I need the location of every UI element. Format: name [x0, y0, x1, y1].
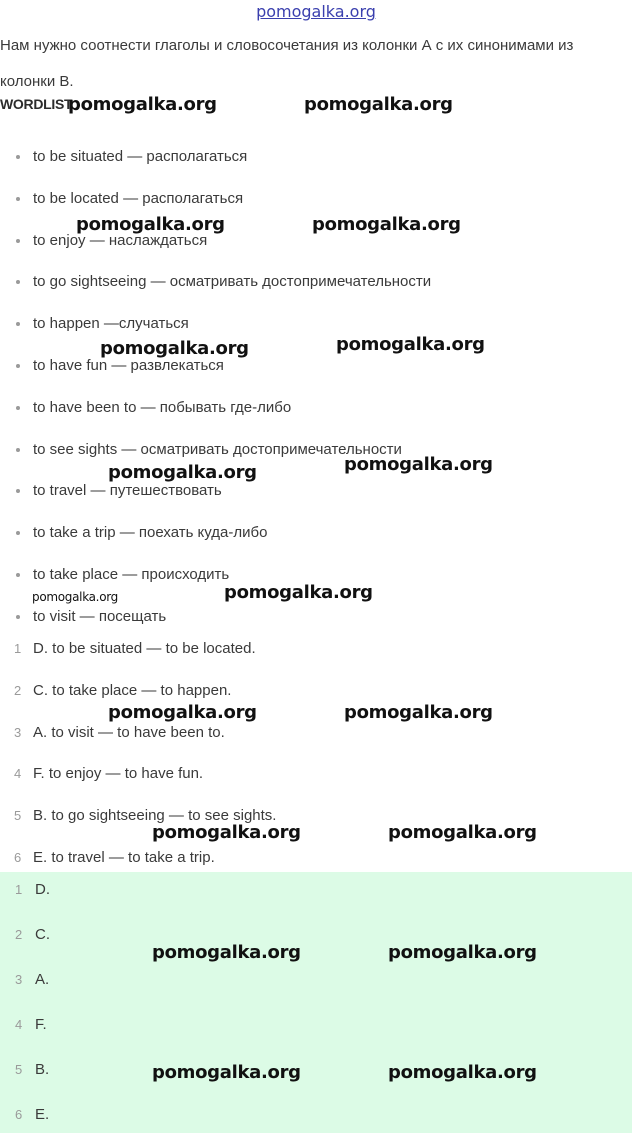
item-number: 6 [15, 1107, 23, 1122]
bullet-icon [16, 364, 20, 368]
item-number: 2 [14, 682, 22, 698]
list-item-text: to happen —случаться [33, 315, 189, 333]
bullet-icon [16, 322, 20, 326]
list-item-text: to be situated — располагаться [33, 148, 248, 165]
list-item [0, 512, 632, 554]
bullet-icon [16, 197, 20, 201]
bullet-icon [16, 280, 20, 284]
watermark: pomogalka.org [304, 94, 453, 115]
match-text: D. to be situated — to be located. [33, 640, 256, 657]
match-text: B. to go sightseeing — to see sights. [33, 807, 277, 825]
list-item-text: to take place — происходить [33, 565, 230, 583]
watermark: pomogalka.org [312, 214, 461, 235]
watermark: pomogalka.org [344, 702, 493, 723]
bullet-icon [16, 615, 20, 619]
intro-text: Нам нужно соотнести глаголы и словосочетания из колонки А с их синонимами из колонки В. [0, 37, 574, 90]
list-item-text: to have been to — побывать где-либо [33, 398, 292, 416]
watermark: pomogalka.org [388, 1062, 537, 1083]
answer-text: C. [35, 926, 50, 943]
bullet-icon [16, 531, 20, 535]
item-number: 3 [15, 972, 23, 987]
matches-list [0, 628, 632, 879]
list-item-text: to have fun — развлекаться [33, 356, 224, 374]
watermark: pomogalka.org [108, 462, 257, 483]
answer-text: B. [35, 1061, 50, 1078]
list-item [0, 136, 632, 178]
item-number: 6 [14, 849, 22, 865]
bullet-icon [16, 489, 20, 493]
answer-text: E. [35, 1106, 50, 1123]
list-item [0, 470, 632, 512]
bullet-icon [16, 573, 20, 577]
watermark: pomogalka.org [152, 1062, 301, 1083]
answer-item [0, 1097, 632, 1142]
item-number: 1 [14, 641, 22, 656]
answer-item [0, 1007, 632, 1052]
item-number: 4 [14, 766, 22, 782]
bullet-icon [16, 155, 20, 159]
match-item [0, 670, 632, 712]
answer-box [0, 872, 632, 1133]
watermark: pomogalka.org [344, 454, 493, 475]
match-item [0, 753, 632, 795]
site-link[interactable]: pomogalka.org [256, 2, 376, 21]
list-item-text: to travel — путешествовать [33, 482, 222, 500]
bullet-icon [16, 448, 20, 452]
list-item-text: to go sightseeing — осматривать достопримечательности [33, 273, 432, 291]
match-item [0, 712, 632, 754]
answer-item [0, 962, 632, 1007]
watermark: pomogalka.org [388, 942, 537, 963]
answer-item [0, 917, 632, 962]
list-item [0, 429, 632, 471]
list-item-text: to visit — посещать [33, 607, 167, 625]
item-number: 3 [14, 724, 22, 740]
match-item [0, 628, 632, 670]
list-item [0, 387, 632, 429]
item-number: 4 [15, 1017, 23, 1032]
wordlist-heading: WORDLIST [0, 96, 73, 112]
watermark: pomogalka.org [152, 822, 301, 843]
watermark: pomogalka.org [388, 822, 537, 843]
item-number: 2 [15, 927, 23, 942]
watermark: pomogalka.org [336, 334, 485, 355]
watermark: pomogalka.org [224, 582, 373, 603]
match-item [0, 795, 632, 837]
list-item-text: to see sights — осматривать достопримечательности [33, 440, 402, 458]
watermark: pomogalka.org [76, 214, 225, 235]
bullet-icon [16, 406, 20, 410]
watermark: pomogalka.org [32, 590, 118, 604]
watermark: pomogalka.org [100, 338, 249, 359]
match-text: E. to travel — to take a trip. [33, 848, 215, 866]
answer-text: A. [35, 971, 50, 988]
answer-item [0, 872, 632, 917]
answer-text: F. [35, 1016, 47, 1033]
watermark: pomogalka.org [68, 94, 217, 115]
list-item-text: to take a trip — поехать куда-либо [33, 524, 268, 542]
match-text: C. to take place — to happen. [33, 681, 232, 699]
list-item [0, 345, 632, 387]
site-header [0, 0, 632, 24]
answer-text: D. [35, 881, 50, 898]
watermark: pomogalka.org [152, 942, 301, 963]
item-number: 5 [14, 808, 22, 824]
list-item [0, 303, 632, 345]
match-text: A. to visit — to have been to. [33, 723, 225, 741]
match-text: F. to enjoy — to have fun. [33, 765, 204, 783]
list-item [0, 261, 632, 303]
wordlist [0, 136, 632, 638]
item-number: 1 [15, 882, 23, 897]
bullet-icon [16, 239, 20, 243]
watermark: pomogalka.org [108, 702, 257, 723]
list-item-text: to be located — располагаться [33, 189, 244, 207]
item-number: 5 [15, 1062, 23, 1077]
list-item-text: to enjoy — наслаждаться [33, 231, 208, 249]
answer-item [0, 1052, 632, 1097]
